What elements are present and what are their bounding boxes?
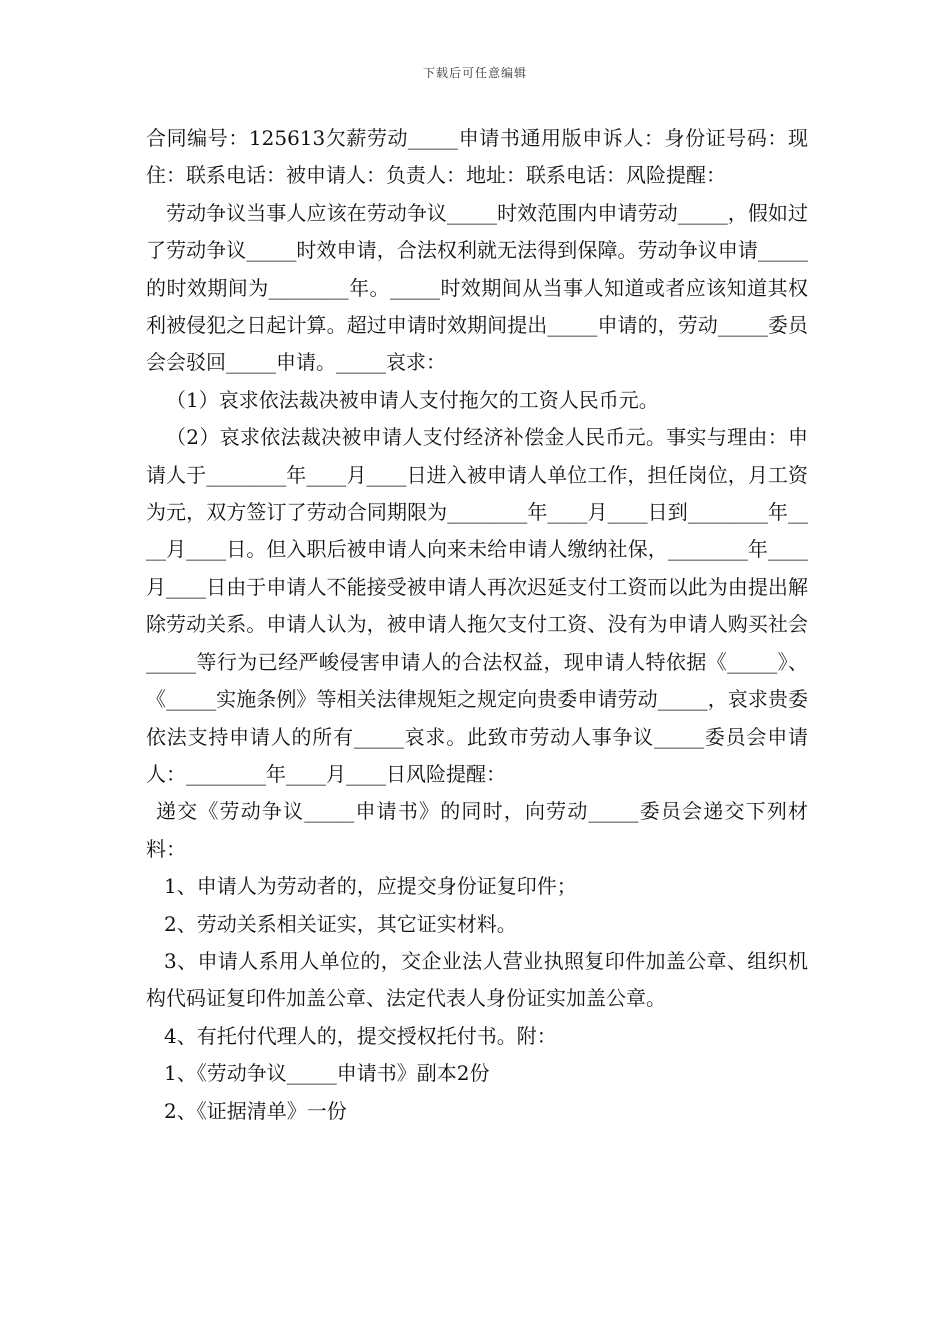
paragraph-claim-1: （1）哀求依法裁决被申请人支付拖欠的工资人民币元。 bbox=[166, 387, 659, 412]
page-header-note: 下载后可任意编辑 bbox=[422, 66, 527, 80]
document-body bbox=[146, 120, 808, 1130]
list-item-attachment-2: 2、《证据清单》一份 bbox=[164, 1098, 347, 1123]
paragraph-claim-2-facts: （2）哀求依法裁决被申请人支付经济补偿金人民币元。事实与理由：申请人于________年____月____日进入被申请人单位工作，担任岗位，月工资为元，双方签订了劳动合同期限为________年____月____日到________年____月____日。但入职后被申请人向来未给申请人缴纳社保，________年____月____日由于申请人不能接受被申请人再次迟延支付工资而以此为由提出解除劳动关系。申请人认为，被申请人拖欠支付工资、没有为申请人购买社会_____等行为已经严峻侵害申请人的合法权益，现申请人特依据《_____》、《_____实施条例》等相关法律规矩之规定向贵委申请劳动_____，哀求贵委依法支持申请人的所有_____哀求。此致市劳动人事争议_____委员会申请人：________年____月____日风险提醒： bbox=[146, 425, 808, 786]
list-item-material-1: 1、申请人为劳动者的，应提交身份证复印件； bbox=[164, 874, 577, 899]
list-item-material-4: 4、有托付代理人的，提交授权托付书。附： bbox=[164, 1023, 557, 1048]
paragraph-risk-statute: 劳动争议当事人应该在劳动争议_____时效范围内申请劳动_____，假如过了劳动争议_____时效申请，合法权利就无法得到保障。劳动争议申请_____的时效期间为________年。_____时效期间从当事人知道或者应该知道其权利被侵犯之日起计算。超过申请时效期间提出_____申请的，劳动_____委员会会驳回_____申请。_____哀求： bbox=[146, 200, 808, 375]
list-item-material-2: 2、劳动关系相关证实，其它证实材料。 bbox=[164, 911, 517, 936]
paragraph-materials-intro: 递交《劳动争议_____申请书》的同时，向劳动_____委员会递交下列材料： bbox=[146, 799, 808, 861]
list-item-attachment-1: 1、《劳动争议_____申请书》副本2份 bbox=[164, 1061, 490, 1086]
paragraph-contract-header: 合同编号：125613欠薪劳动_____申请书通用版申诉人：身份证号码：现住：联系电话：被申请人：负责人：地址：联系电话：风险提醒： bbox=[146, 126, 808, 188]
list-item-material-3: 3、申请人系用人单位的，交企业法人营业执照复印件加盖公章、组织机构代码证复印件加盖公章、法定代表人身份证实加盖公章。 bbox=[146, 948, 808, 1011]
